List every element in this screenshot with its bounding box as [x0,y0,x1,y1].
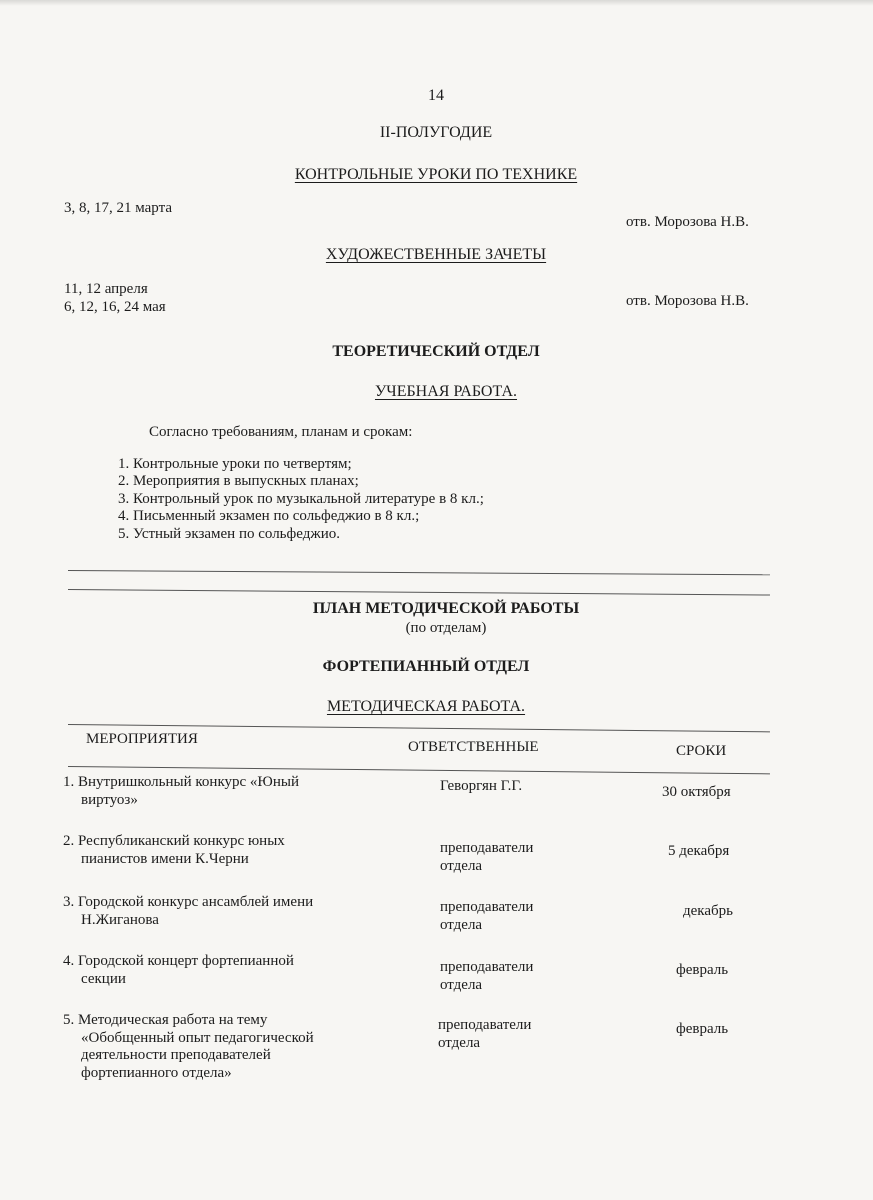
theory-items-list [118,456,484,543]
list-item: 2. Мероприятия в выпускных планах; [118,473,359,490]
responsible-cell [440,840,533,875]
event-name: 4. Городской концерт фортепианной [63,953,294,969]
methodical-plan-title: ПЛАН МЕТОДИЧЕСКОЙ РАБОТЫ [312,600,580,617]
event-name: пианистов имени К.Черни [81,850,249,867]
tech-section-dates: 3, 8, 17, 21 марта [64,200,172,216]
art-section-title: ХУДОЖЕСТВЕННЫЕ ЗАЧЕТЫ [325,246,547,263]
responsible-text: отдела [440,916,483,933]
date-cell: февраль [676,962,729,978]
responsible-cell [438,1017,531,1052]
date-cell: февраль [676,1021,729,1037]
art-section-responsible: отв. Морозова Н.В. [626,293,749,309]
event-name: 1. Внутришкольный конкурс «Юный [63,774,299,790]
event-name: «Обобщенный опыт педагогической [81,1029,314,1046]
event-name: деятельности преподавателей [81,1047,271,1063]
tech-section-title: КОНТРОЛЬНЫЕ УРОКИ ПО ТЕХНИКЕ [294,166,578,183]
event-name: 2. Республиканский конкурс юных [63,833,285,849]
responsible-text: Геворгян Г.Г. [440,778,523,794]
column-header-responsible: ОТВЕТСТВЕННЫЕ [408,739,539,755]
date-cell: 5 декабря [668,843,730,859]
theory-intro: Согласно требованиям, планам и срокам: [149,424,413,440]
list-item: 1. Контрольные уроки по четвертям; [118,456,352,472]
responsible-cell [440,778,522,796]
date-cell: 30 октября [662,784,731,800]
event-name: фортепианного отдела» [81,1064,232,1081]
event-name: виртуоз» [81,791,138,808]
table-row [63,953,294,988]
responsible-text: преподаватели [440,899,534,915]
date-cell: декабрь [683,903,733,919]
table-row [63,894,313,929]
theory-work-subtitle: УЧЕБНАЯ РАБОТА. [374,383,518,400]
event-name: 5. Методическая работа на тему [63,1012,268,1028]
table-row [63,833,285,868]
piano-work-subtitle: МЕТОДИЧЕСКАЯ РАБОТА. [326,698,526,715]
page-number: 14 [428,87,444,104]
column-header-events: МЕРОПРИЯТИЯ [86,731,198,747]
responsible-text: преподаватели [440,840,534,856]
tech-section-responsible: отв. Морозова Н.В. [626,214,749,230]
table-row [63,1012,314,1082]
divider-line [68,570,770,575]
responsible-cell [440,959,533,994]
column-header-dates: СРОКИ [676,743,727,759]
event-name: 3. Городской конкурс ансамблей имени [63,894,314,910]
art-section-dates-april: 11, 12 апреля [64,281,148,297]
table-row [63,774,299,809]
list-item: 4. Письменный экзамен по сольфеджио в 8 кл.; [118,508,420,525]
event-name: Н.Жиганова [81,911,159,928]
responsible-cell [440,899,533,934]
list-item: 5. Устный экзамен по сольфеджио. [118,525,340,542]
responsible-text: отдела [440,976,483,993]
divider-line [68,589,770,596]
responsible-text: преподаватели [438,1017,532,1033]
responsible-text: преподаватели [440,959,534,975]
list-item: 3. Контрольный урок по музыкальной литературе в 8 кл.; [118,490,484,507]
responsible-text: отдела [438,1034,481,1051]
event-name: секции [81,970,126,987]
methodical-plan-subtitle: (по отделам) [405,620,487,636]
responsible-text: отдела [440,857,483,874]
theory-department-title: ТЕОРЕТИЧЕСКИЙ ОТДЕЛ [332,343,540,360]
scan-edge [0,0,873,6]
art-section-dates-may: 6, 12, 16, 24 мая [64,299,166,315]
piano-department-title: ФОРТЕПИАННЫЙ ОТДЕЛ [322,658,530,675]
semester-heading: II-ПОЛУГОДИЕ [379,124,493,141]
